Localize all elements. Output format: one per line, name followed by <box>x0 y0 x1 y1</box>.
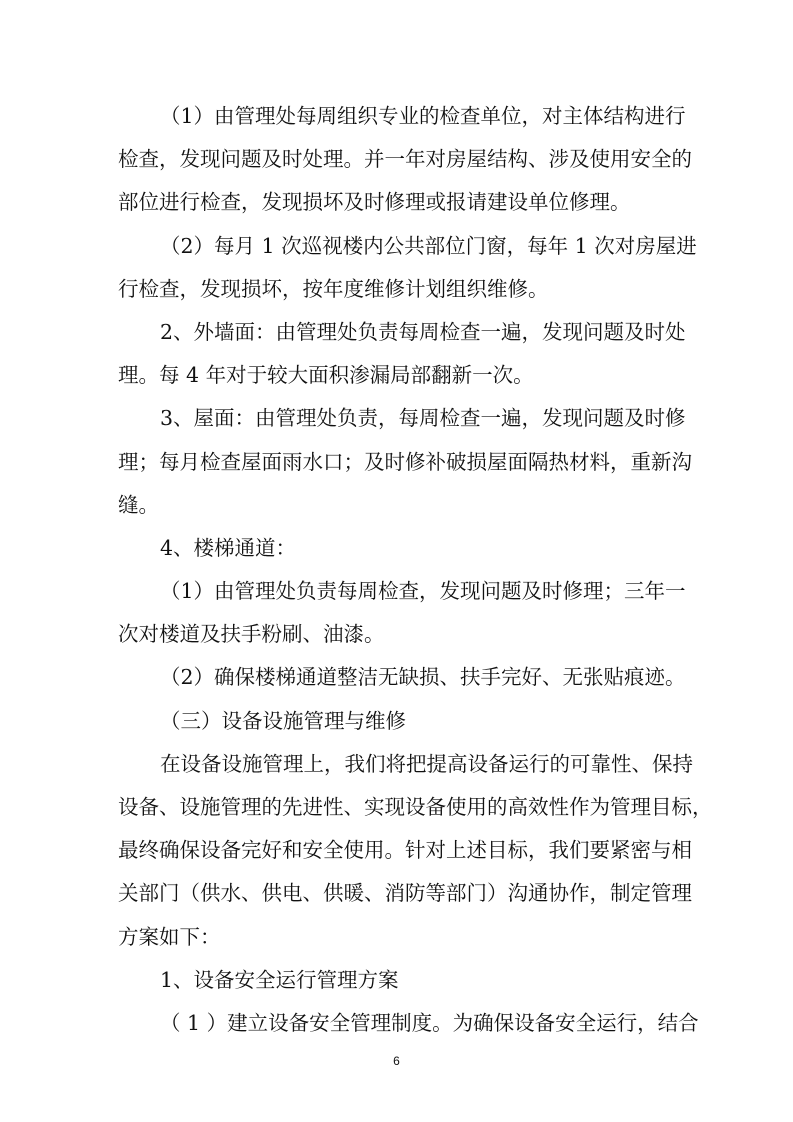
text-line: 方案如下： <box>118 924 221 949</box>
text-line: 缝。 <box>118 492 159 517</box>
text-line: 关部门（供水、供电、供暖、消防等部门）沟通协作，制定管理 <box>118 881 692 906</box>
page-number: 6 <box>393 1054 400 1068</box>
text-line: 理；每月检查屋面雨水口；及时修补破损屋面隔热材料，重新沟 <box>118 449 692 474</box>
text-line: （ 1 ）建立设备安全管理制度。为确保设备安全运行，结合 <box>160 1010 699 1035</box>
text-line: 3、屋面：由管理处负责，每周检查一遍，发现问题及时修 <box>160 406 686 431</box>
text-line: 4、楼梯通道： <box>160 535 297 560</box>
text-line: 2、外墙面：由管理处负责每周检查一遍，发现问题及时处 <box>160 319 686 344</box>
text-line: （2）每月 1 次巡视楼内公共部位门窗，每年 1 次对房屋进 <box>160 233 697 258</box>
text-line: （1）由管理处负责每周检查，发现问题及时修理；三年一 <box>160 579 686 604</box>
text-line: 1、设备安全运行管理方案 <box>160 967 399 992</box>
text-line: 在设备设施管理上，我们将把提高设备运行的可靠性、保持 <box>160 751 693 776</box>
text-line: 次对楼道及扶手粉刷、油漆。 <box>118 622 385 647</box>
text-line: 最终确保设备完好和安全使用。针对上述目标，我们要紧密与相 <box>118 838 692 863</box>
text-line: （1）由管理处每周组织专业的检查单位，对主体结构进行 <box>160 104 686 128</box>
text-line: （三）设备设施管理与维修 <box>160 708 406 733</box>
text-line: 理。每 4 年对于较大面积渗漏局部翻新一次。 <box>118 363 534 388</box>
text-line: 设备、设施管理的先进性、实现设备使用的高效性作为管理目标， <box>118 795 713 819</box>
text-line: 行检查，发现损坏，按年度维修计划组织维修。 <box>118 276 549 301</box>
document-body <box>118 95 713 1045</box>
text-line: 检查，发现问题及时处理。并一年对房屋结构、涉及使用安全的 <box>118 147 692 172</box>
text-line: （2）确保楼梯通道整洁无缺损、扶手完好、无张贴痕迹。 <box>160 665 686 690</box>
text-line: 部位进行检查，发现损坏及时修理或报请建设单位修理。 <box>118 190 631 215</box>
